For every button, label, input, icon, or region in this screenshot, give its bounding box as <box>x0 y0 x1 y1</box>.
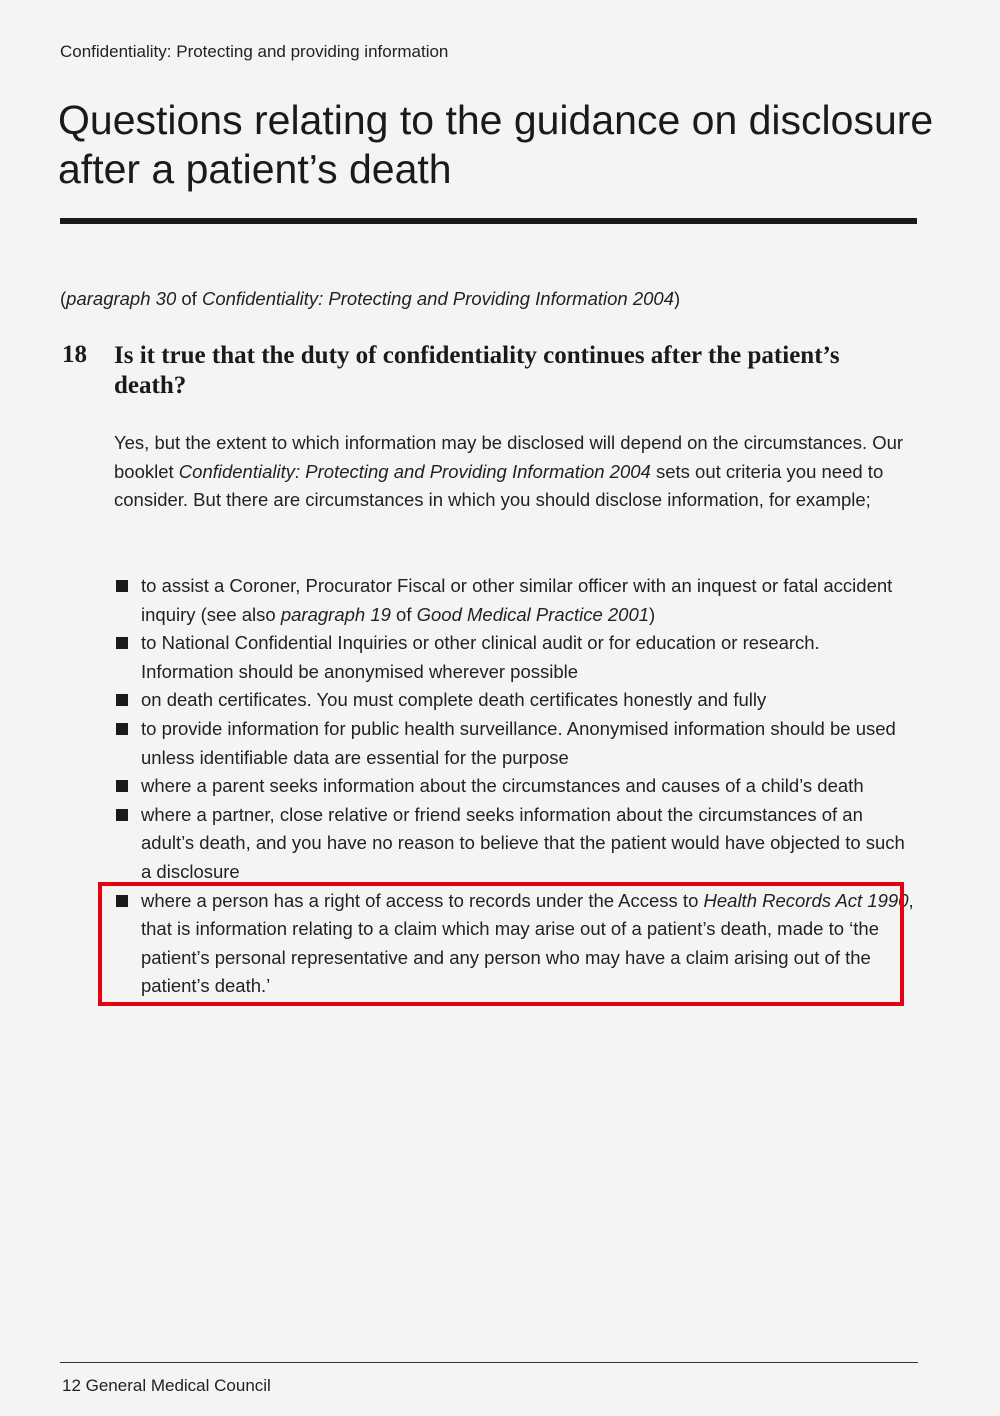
list-item-text: where a parent seeks information about the circumstances and causes of a child’s death <box>141 775 864 797</box>
list-item-text: where a person has a right of access to records under the Access to <box>141 889 704 911</box>
question-heading: Is it true that the duty of confidentiality continues after the patient’s death? <box>114 342 840 399</box>
highlight-annotation-box <box>98 882 904 1006</box>
square-bullet-icon <box>116 809 128 821</box>
list-item-close: ) <box>649 603 656 625</box>
page-title: Questions relating to the guidance on disclosure after a patient’s death <box>58 97 934 192</box>
list-item-paragraph-ref: paragraph 19 <box>280 603 391 625</box>
source-ref-of: of <box>176 288 202 309</box>
list-item-rest: , that is information relating to a claim which may arise out of a patient’s death, made to ‘the patient’s personal representative and any person who may have a claim arising out of the patient’s death.’ <box>141 889 914 997</box>
running-head: Confidentiality: Protecting and providing information <box>60 42 449 61</box>
list-item <box>114 801 914 887</box>
list-item-of: of <box>390 603 417 625</box>
list-item-text: to National Confidential Inquiries or other clinical audit or for education or research. Information should be anonymised wherever possible <box>141 632 820 682</box>
list-item <box>114 715 914 772</box>
footer-divider <box>60 1362 918 1363</box>
list-item-text: where a partner, close relative or friend seeks information about the circumstances of an adult’s death, and you have no reason to believe that the patient would have objected to such a disclosure <box>141 803 905 882</box>
list-item <box>114 772 914 801</box>
list-item <box>114 572 914 629</box>
answer-booklet-title: Confidentiality: Protecting and Providing Information 2004 <box>178 460 651 482</box>
list-item-doc-ref: Good Medical Practice 2001 <box>416 603 650 625</box>
page-footer: 12 General Medical Council <box>62 1376 271 1395</box>
list-item-text: to assist a Coroner, Procurator Fiscal or other similar officer with an inquest or fatal accident inquiry (see also <box>141 575 893 625</box>
list-item-text: to provide information for public health surveillance. Anonymised information should be used unless identifiable data are essential for the purpose <box>141 717 896 768</box>
list-item-text: on death certificates. You must complete death certificates honestly and fully <box>141 689 767 711</box>
list-item <box>114 686 914 715</box>
list-item-act-ref: Health Records Act 1990 <box>703 889 909 911</box>
list-item <box>114 629 914 686</box>
source-ref-document: Confidentiality: Protecting and Providing Information 2004 <box>201 288 674 309</box>
answer-part-1: Yes, but the extent to which information may be disclosed will depend on the circumstances. Our booklet <box>114 432 904 482</box>
source-ref-close: ) <box>673 288 681 309</box>
answer-part-2: sets out criteria you need to consider. But there are circumstances in which you should disclose information, for example; <box>114 460 884 511</box>
source-ref-paragraph: paragraph 30 <box>66 288 177 309</box>
title-divider <box>60 218 917 224</box>
square-bullet-icon <box>116 580 128 592</box>
square-bullet-icon <box>116 780 128 792</box>
square-bullet-icon <box>116 694 128 706</box>
source-reference <box>60 288 680 310</box>
square-bullet-icon <box>116 637 128 649</box>
source-ref-open: ( <box>60 288 67 309</box>
question-number: 18 <box>62 341 87 368</box>
answer-paragraph <box>114 429 914 515</box>
square-bullet-icon <box>116 723 128 735</box>
